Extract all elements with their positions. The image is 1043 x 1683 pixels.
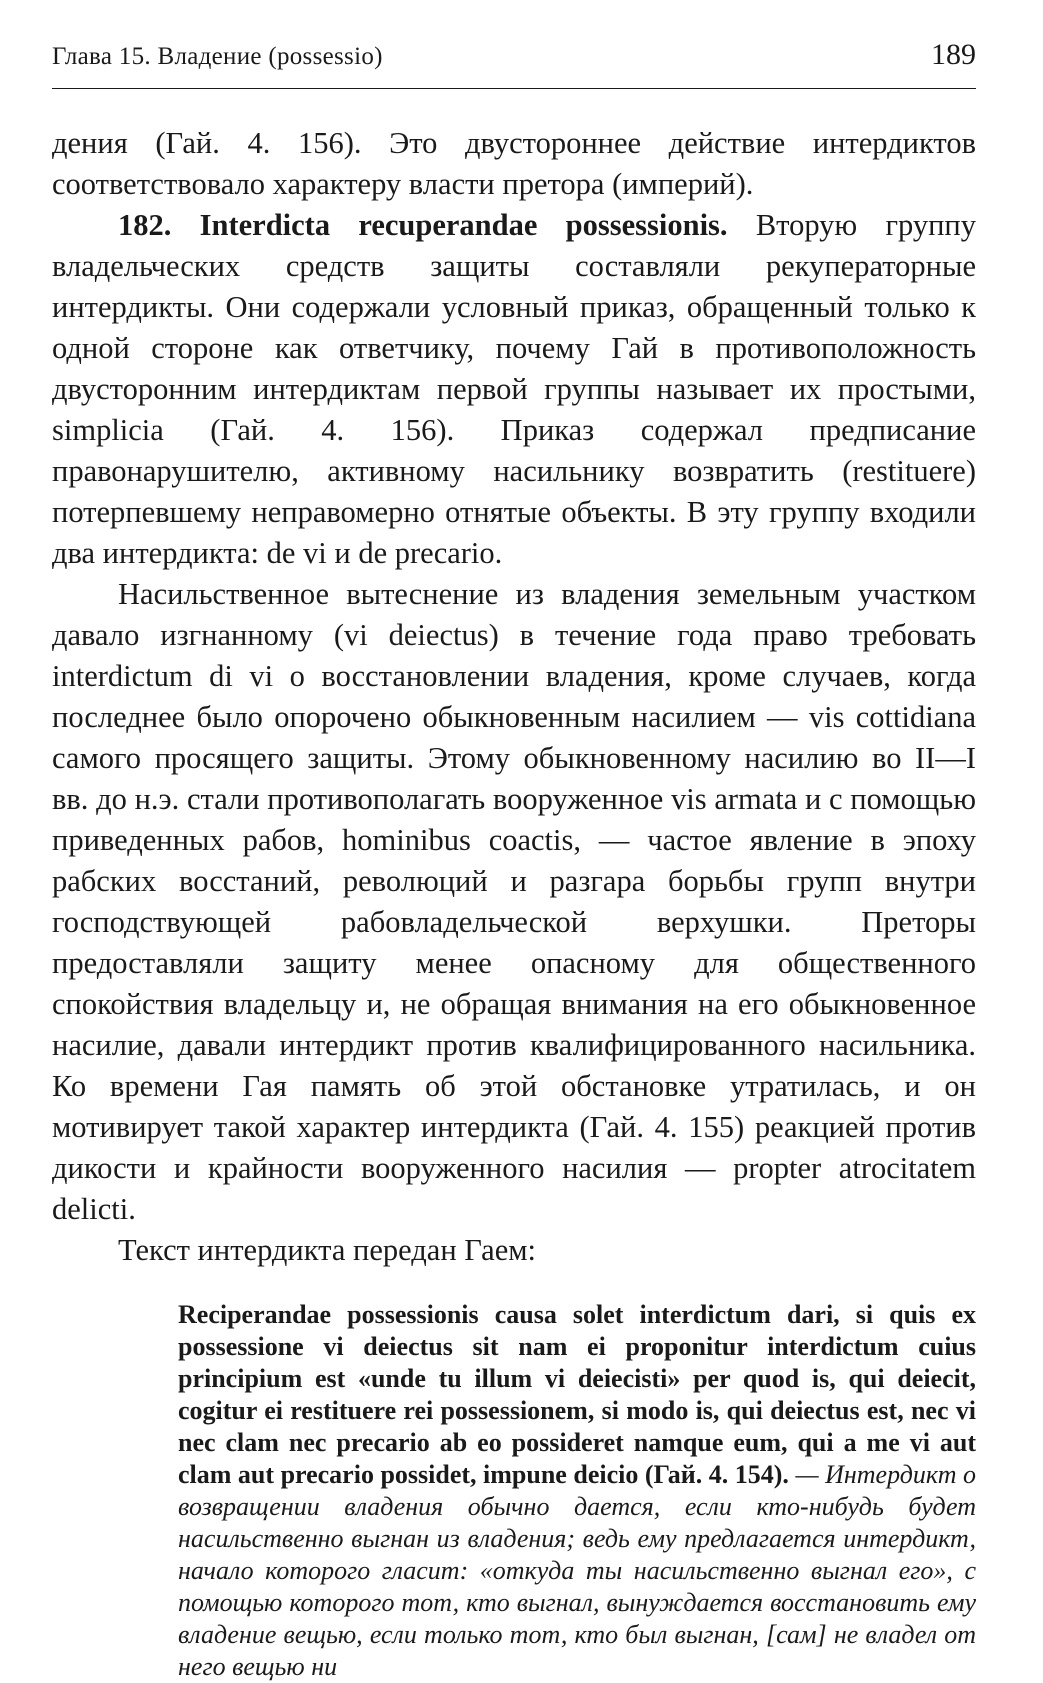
paragraph-section-182 bbox=[52, 205, 976, 574]
chapter-title: Глава 15. Владение (possessio) bbox=[52, 43, 383, 70]
block-quote bbox=[178, 1299, 976, 1683]
section-text: Вторую группу владельческих средств защиты составляли рекуператорные интердикты. Они содержали условный приказ, обращенный только к одной стороне как ответчику, почему Гай в противоположность двусторонним интердиктам первой группы называет их простыми, simplicia (Гай. 4. 156). Приказ содержал предписание правонарушителю, активному насильнику возвратить (restituere) потерпевшему неправомерно отнятые объекты. В эту группу входили два интердикта: de vi и de precario. bbox=[52, 208, 976, 570]
book-page bbox=[52, 38, 976, 1683]
paragraph-text-intro: Текст интердикта передан Гаем: bbox=[118, 1233, 537, 1267]
paragraph-continuation: дения (Гай. 4. 156). Это двустороннее действие интердиктов соответствовало характеру власти претора (империй). bbox=[52, 126, 976, 201]
paragraph-violent-eviction: Насильственное вытеснение из владения земельным участком давало изгнанному (vi deiectus) в течение года право требовать interdictum di vi о восстановлении владения, кроме случаев, когда последнее было опорочено обыкновенным насилием — vis cottidiana самого просящего защиты. Этому обыкновенному насилию во II—I вв. до н.э. стали противополагать вооруженное vis armata и с помощью приведенных рабов, hominibus coactis, — частое явление в эпоху рабских восстаний, революций и разгара борьбы групп внутри господствующей рабовладельческой верхушки. Преторы предоставляли защиту менее опасному для общественного спокойствия владельцу и, не обращая внимания на его обыкновенное насилие, давали интердикт против квалифицированного насильника. Ко времени Гая память об этой обстановке утратилась, и он мотивирует такой характер интердикта (Гай. 4. 155) реакцией против дикости и крайности вооруженного насилия — propter atrocitatem delicti. bbox=[52, 577, 976, 1226]
quote-latin: Reciperandae possessionis causa solet interdictum dari, si quis ex possessione vi deiectus sit nam ei proponitur interdictum cuius principium est «unde tu illum vi deiecisti» per quod is, qui deiecit, cogitur ei restituere rei possessionem, si modo is, qui deiectus est, nec vi nec clam nec precario ab eo possideret namque eum, qui a me vi aut clam aut precario possidet, impune deicio (Гай. 4. 154). bbox=[178, 1300, 976, 1489]
running-header bbox=[52, 38, 976, 89]
quote-translation: — Интердикт о возвращении владения обычно дается, если кто-нибудь будет насильственно выгнан из владения; ведь ему предлагается интердикт, начало которого гласит: «откуда ты насильственно выгнал его», с помощью которого тот, кто выгнал, вынуждается восстановить ему владение вещью, если только тот, кто был выгнан, [сам] не владел от него вещью ни bbox=[178, 1460, 976, 1681]
body-text bbox=[52, 123, 976, 1271]
page-number: 189 bbox=[931, 38, 976, 71]
section-heading: 182. Interdicta recuperandae possessionis. bbox=[118, 208, 728, 242]
